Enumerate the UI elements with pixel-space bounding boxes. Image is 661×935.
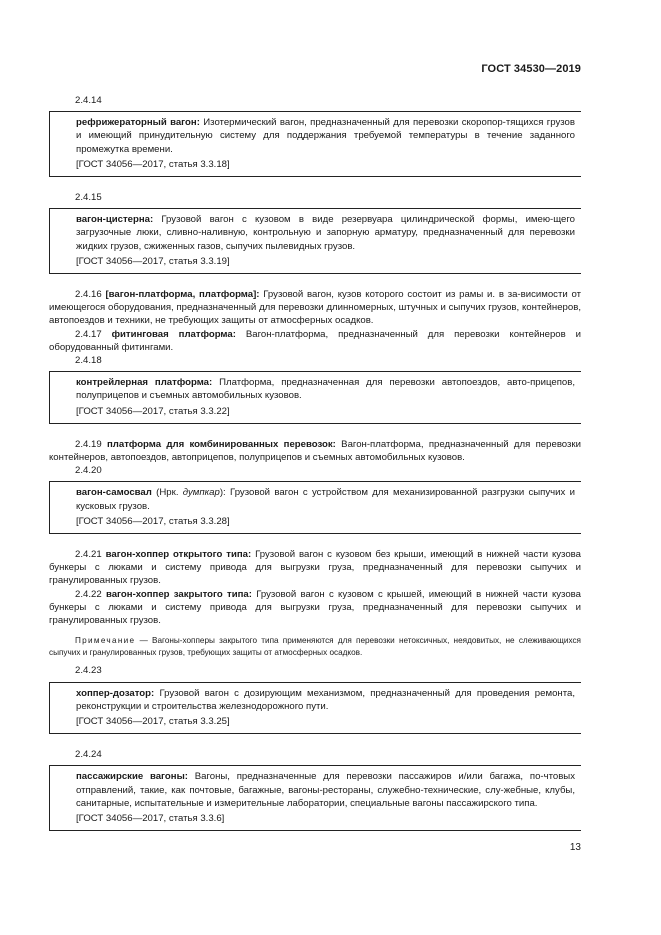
- term-paragraph: [49, 548, 581, 588]
- term-name: платформа для комбинированных перевозок:: [107, 438, 336, 450]
- definition-text: Грузовой вагон с кузовом в виде резервуара цилиндрической формы, имею-щего загрузочные люки, сливно-наливную, контрольную и запорную арматуру, предназначенный для перевозки жидких грузов, сжиженных газов, сыпучих пылевидных грузов.: [76, 214, 575, 252]
- term-name: вагон-цистерна:: [76, 214, 154, 226]
- term-definition: [76, 687, 575, 713]
- abbr-suffix: ):: [219, 487, 226, 499]
- term-paragraph: [49, 328, 581, 354]
- term-number: 2.4.16: [75, 289, 102, 301]
- term-source: [ГОСТ 34056—2017, статья 3.3.25]: [76, 715, 230, 727]
- term-name: вагон-хоппер открытого типа:: [105, 549, 252, 561]
- term-name: вагон-самосвал: [76, 487, 152, 499]
- term-paragraph: [49, 438, 581, 464]
- term-source: [ГОСТ 34056—2017, статья 3.3.28]: [76, 515, 230, 527]
- term-box: [49, 481, 581, 534]
- definition-text: Грузовой вагон, кузов которого состоит из рамы и. в за-висимости от имеющегося оборудования, предназначенный для перевозки длинномерных, штучных и сыпучих грузов, контейнеров, автопоездов и техники, не требующих защиты от атмосферных осадков.: [49, 289, 581, 327]
- term-name: фитинговая платформа:: [111, 328, 236, 340]
- term-definition: [76, 213, 575, 253]
- term-number: 2.4.20: [75, 465, 102, 477]
- definition-text: Грузовой вагон с устройством для механизированной разгрузки сыпучих и кусковых грузов.: [76, 487, 575, 512]
- definition-text: Грузовой вагон с кузовом без крыши, имеющий в нижней части кузова бункеры с люками и систему привода для выгрузки груза, предназначенный для перевозки сыпучих и гранулированных грузов.: [49, 549, 582, 587]
- definition-text: Изотермический вагон, предназначенный для перевозки скоропор-тящихся грузов и имеющий принудительную систему для поддержания требуемой температуры в течение заданного промежутка времени.: [76, 117, 575, 155]
- term-paragraph: [49, 288, 581, 328]
- term-box: [49, 765, 581, 831]
- terms-section: [49, 94, 581, 845]
- definition-text: Грузовой вагон с кузовом с крышей, имеющий в нижней части кузова бункеры с люками и систему привода для выгрузки груза, предназначенный для перевозки сыпучих и гранулированных грузов.: [49, 588, 581, 627]
- term-number: 2.4.17: [75, 328, 102, 340]
- note-text: — Вагоны-хопперы закрытого типа применяются для перевозки нетоксичных, неядовитых, не слеживающихся сыпучих и гранулированных грузов, требующих защиты от атмосферных осадков.: [49, 636, 581, 657]
- deprecated-term: думпкар: [182, 487, 220, 499]
- term-definition: [76, 116, 575, 156]
- definition-text: Вагоны, предназначенные для перевозки пассажиров и/или багажа, по-чтовых отправлений, такие, как почтовые, багажные, вагоны-рестораны, служебно-технические, слу-жебные, клубы, санитарные, испытательные и измерительные лаборатории, специальные вагоны пассажирского типа.: [76, 771, 576, 809]
- term-number: 2.4.22: [75, 588, 102, 600]
- note-label: Примечание: [75, 636, 136, 646]
- term-definition: [76, 486, 575, 512]
- term-number: 2.4.18: [75, 355, 102, 367]
- term-number: 2.4.19: [75, 438, 102, 450]
- term-number: 2.4.14: [75, 95, 102, 106]
- definition-text: Вагон-платформа, предназначенный для перевозки контейнеров и оборудованный фитингами.: [49, 328, 581, 353]
- term-source: [ГОСТ 34056—2017, статья 3.3.19]: [76, 255, 230, 267]
- term-definition: [76, 770, 575, 810]
- term-box: [49, 371, 581, 424]
- term-box: [49, 111, 581, 177]
- definition-text: Платформа, предназначенная для перевозки автопоездов, авто-прицепов, полуприцепов и съемных автомобильных кузовов.: [76, 377, 575, 402]
- abbr-prefix: (Нрк.: [151, 487, 183, 499]
- note: [49, 635, 581, 658]
- definition-text: Грузовой вагон с дозирующим механизмом, предназначенный для проведения ремонта, реконструкции и строительства железнодорожного пути.: [76, 687, 575, 712]
- term-box: [49, 208, 581, 274]
- term-name: хоппер-дозатор:: [76, 687, 155, 699]
- term-number: 2.4.24: [75, 749, 102, 761]
- page-number: 13: [569, 842, 581, 853]
- term-source: [ГОСТ 34056—2017, статья 3.3.22]: [76, 405, 230, 417]
- term-number: 2.4.23: [75, 665, 102, 677]
- term-name: вагон-хоппер закрытого типа:: [105, 588, 252, 600]
- term-source: [ГОСТ 34056—2017, статья 3.3.18]: [76, 158, 230, 170]
- term-paragraph: [49, 588, 581, 628]
- term-number: 2.4.15: [75, 192, 102, 204]
- term-name: пассажирские вагоны:: [76, 771, 188, 783]
- document-code: ГОСТ 34530—2019: [481, 63, 581, 75]
- term-name: [вагон-платформа, платформа]:: [105, 289, 260, 301]
- definition-text: Вагон-платформа, предназначенный для перевозки контейнеров, автопоездов, автоприцепов, полуприцепов и съемных автомобильных кузовов.: [49, 438, 581, 464]
- term-name: рефрижераторный вагон:: [76, 117, 200, 129]
- term-source: [ГОСТ 34056—2017, статья 3.3.6]: [76, 812, 225, 824]
- term-definition: [76, 376, 575, 402]
- term-box: [49, 682, 581, 735]
- term-name: контрейлерная платформа:: [76, 377, 213, 389]
- term-number: 2.4.21: [75, 549, 102, 561]
